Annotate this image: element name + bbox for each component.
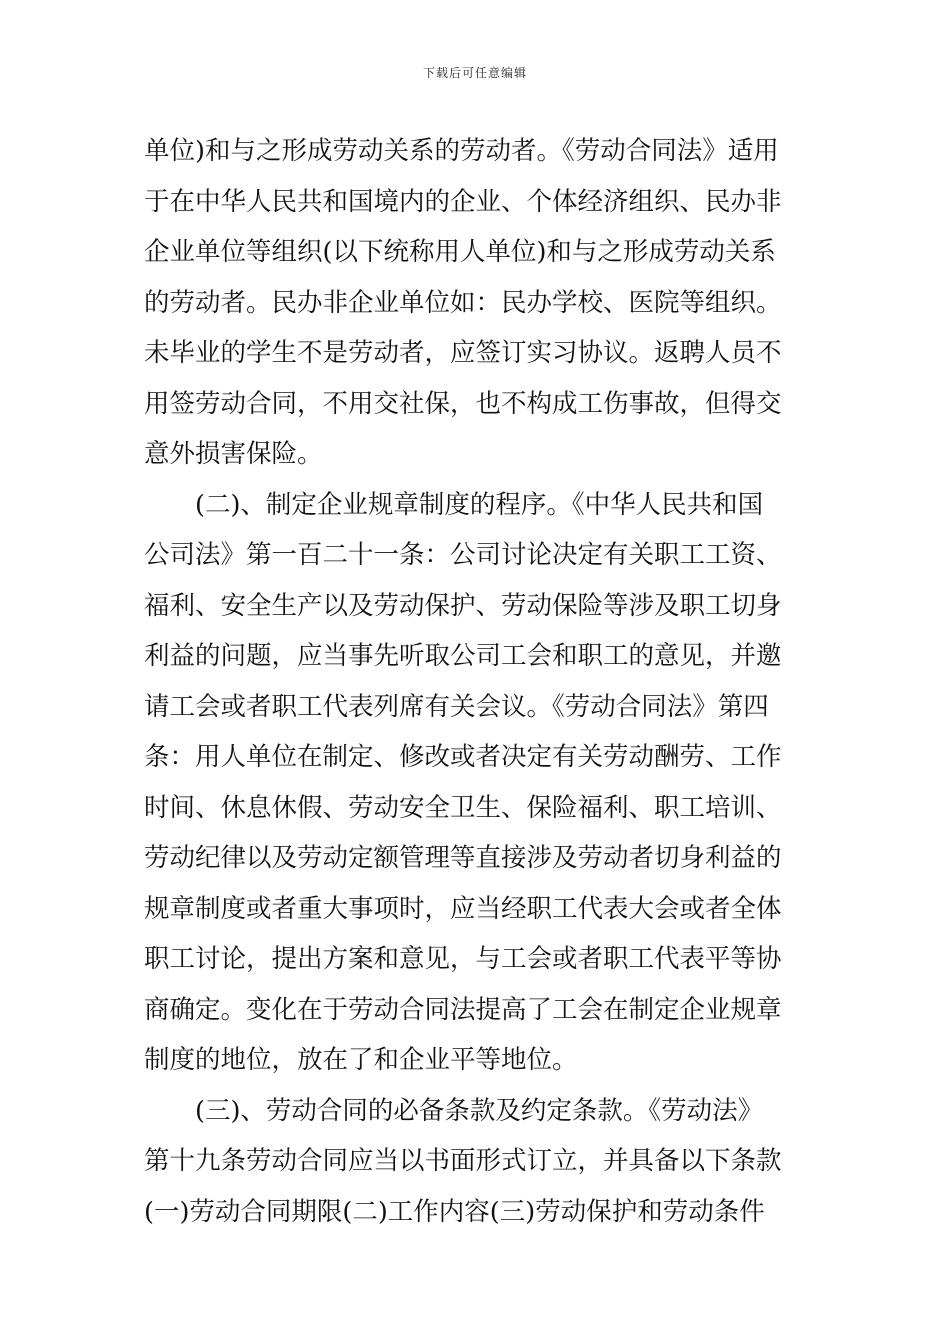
page-header: 下载后可任意编辑: [422, 66, 527, 80]
text-line: 请工会或者职工代表列席有关会议。《劳动合同法》第四: [144, 691, 769, 722]
text-line: 条：用人单位在制定、修改或者决定有关劳动酬劳、工作: [144, 742, 782, 772]
text-line: 的劳动者。民办非企业单位如：民办学校、医院等组织。: [144, 287, 782, 318]
body-text: [144, 126, 808, 1237]
text-line: 制度的地位，放在了和企业平等地位。: [144, 1045, 578, 1075]
text-line: 福利、安全生产以及劳动保护、劳动保险等涉及职工切身: [144, 590, 782, 621]
text-line: 第十九条劳动合同应当以书面形式订立，并具备以下条款: [144, 1146, 782, 1176]
text-line: 企业单位等组织(以下统称用人单位)和与之形成劳动关系: [144, 237, 776, 267]
text-line: 时间、休息休假、劳动安全卫生、保险福利、职工培训、: [144, 792, 782, 823]
text-line: 单位)和与之形成劳动关系的劳动者。《劳动合同法》适用: [144, 136, 779, 166]
text-line: 用签劳动合同，不用交社保，也不构成工伤事故，但得交: [144, 388, 782, 419]
text-line: 未毕业的学生不是劳动者，应签订实习协议。返聘人员不: [144, 338, 782, 368]
text-line: 意外损害保险。: [144, 439, 323, 469]
paragraph-start-line: (三)、劳动合同的必备条款及约定条款。《劳动法》: [195, 1095, 764, 1126]
text-line: 于在中华人民共和国境内的企业、个体经济组织、民办非: [144, 186, 782, 217]
text-line: 职工讨论，提出方案和意见，与工会或者职工代表平等协: [144, 944, 782, 974]
text-line: (一)劳动合同期限(二)工作内容(三)劳动保护和劳动条件: [144, 1196, 765, 1227]
text-line: 利益的问题，应当事先听取公司工会和职工的意见，并邀: [144, 641, 782, 671]
text-line: 劳动纪律以及劳动定额管理等直接涉及劳动者切身利益的: [144, 843, 782, 873]
paragraph-start-line: (二)、制定企业规章制度的程序。《中华人民共和国: [195, 489, 764, 520]
text-line: 商确定。变化在于劳动合同法提高了工会在制定企业规章: [144, 994, 782, 1025]
text-line: 公司法》第一百二十一条：公司讨论决定有关职工工资、: [144, 540, 782, 570]
text-line: 规章制度或者重大事项时，应当经职工代表大会或者全体: [144, 893, 782, 924]
